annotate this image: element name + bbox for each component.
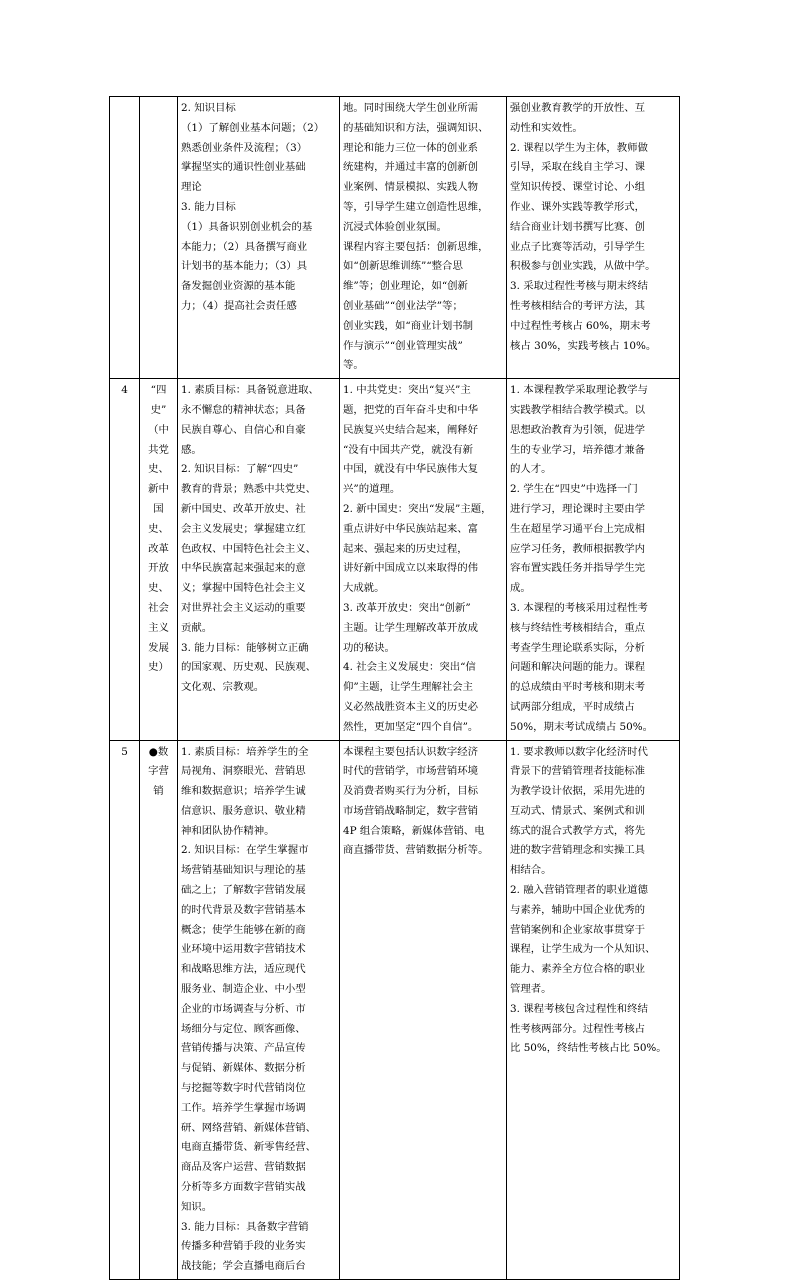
content-cell xyxy=(340,97,507,379)
text-line: 的基础知识和方法，强调知识、 xyxy=(343,121,489,134)
table-row xyxy=(110,379,680,740)
text-line: 概念；使学生能够在新的商 xyxy=(181,923,306,936)
text-line: 创业基础”“创业法学”等； xyxy=(343,299,463,312)
text-line: 1. 要求教师以数字化经济时代 xyxy=(510,745,648,758)
text-line: 能力、素养全方位合格的职业 xyxy=(510,963,646,976)
text-line: 讲好新中国成立以来取得的伟 xyxy=(343,562,479,575)
text-line: 知识。 xyxy=(181,1200,213,1213)
goals-cell xyxy=(178,740,340,1280)
text-line: 问题和解决问题的能力。课程 xyxy=(510,661,646,674)
text-line: 感。 xyxy=(181,443,202,456)
text-line: 局视角、洞察眼光、营销思 xyxy=(181,765,306,778)
text-line: 教育的背景；熟悉中共党史、 xyxy=(181,483,317,496)
text-line: 引导，采取在线自主学习、课 xyxy=(510,161,646,174)
text-line: 改革 xyxy=(148,542,169,555)
text-line: 等。 xyxy=(343,359,364,372)
text-line: 1. 素质目标：具备锐意进取、 xyxy=(181,384,319,397)
text-line: 比 50%，终结性考核占比 50%。 xyxy=(510,1042,667,1055)
text-line: 2. 知识目标：在学生掌握市 xyxy=(181,844,309,857)
text-line: 与促销、新媒体、数据分析 xyxy=(181,1062,306,1075)
text-line: 研、网络营销、新媒体营销、 xyxy=(181,1121,317,1134)
text-line: 核与终结性考核相结合，重点 xyxy=(510,621,646,634)
text-line: 3. 采取过程性考核与期末终结 xyxy=(510,280,648,293)
text-line: 场细分与定位、顾客画像、 xyxy=(181,1022,306,1035)
course-name-cell xyxy=(140,740,178,1280)
text-line: 创业实践，如“商业计划书制 xyxy=(343,319,473,332)
text-line: 时代的营销学，市场营销环境 xyxy=(343,765,479,778)
text-line: 作与演示”“创业管理实战” xyxy=(343,339,463,352)
text-line: 成。 xyxy=(510,582,531,595)
course-name-cell xyxy=(140,97,178,379)
text-line: 史、 xyxy=(148,522,169,535)
requirements-cell xyxy=(507,740,680,1280)
row-number-cell: 4 xyxy=(110,379,140,740)
text-line: 销 xyxy=(153,785,164,798)
text-line: 史、 xyxy=(148,582,169,595)
text-line: 业案例、情景模拟、实践人物 xyxy=(343,181,479,194)
text-line: 的人才。 xyxy=(510,463,552,476)
text-line: 力；（4）提高社会责任感 xyxy=(181,299,297,312)
text-line: 的时代背景及数字营销基本 xyxy=(181,903,306,916)
text-line: 共党 xyxy=(148,443,169,456)
text-line: 营销传播与决策、产品宣传 xyxy=(181,1042,306,1055)
text-line: 2. 学生在“四史”中选择一门 xyxy=(510,483,638,496)
text-line: “没有中国共产党，就没有新 xyxy=(343,443,473,456)
text-line: “四 xyxy=(150,384,167,397)
text-line: 国 xyxy=(153,502,164,515)
row-number-cell xyxy=(110,97,140,379)
text-line: 积极参与创业实践，从做中学。 xyxy=(510,260,656,273)
text-line: 结合商业计划书撰写比赛、创 xyxy=(510,220,646,233)
text-line: 思想政治教育为引领，促进学 xyxy=(510,423,646,436)
text-line: 中过程性考核占 60%，期末考 xyxy=(510,319,651,332)
text-line: 计划书的基本能力；（3）具 xyxy=(181,260,308,273)
text-line: 试两部分组成，平时成绩占 xyxy=(510,700,635,713)
text-line: 生的专业学习，培养德才兼备 xyxy=(510,443,646,456)
text-line: （中 xyxy=(148,423,169,436)
goals-cell xyxy=(178,97,340,379)
text-line: 主题。让学生理解改革开放成 xyxy=(343,621,479,634)
text-line: 传播多种营销手段的业务实 xyxy=(181,1240,306,1253)
table-row xyxy=(110,97,680,379)
text-line: 发展 xyxy=(148,641,169,654)
text-line: 永不懈怠的精神状态；具备 xyxy=(181,403,306,416)
text-line: 与素养，辅助中国企业优秀的 xyxy=(510,903,646,916)
text-line: 4. 社会主义发展史：突出“信 xyxy=(343,661,476,674)
text-line: 等，引导学生建立创造性思维， xyxy=(343,200,489,213)
text-line: 1. 素质目标：培养学生的全 xyxy=(181,745,309,758)
text-line: 与挖掘等数字时代营销岗位 xyxy=(181,1082,306,1095)
text-line: 社会 xyxy=(148,601,169,614)
text-line: 对世界社会主义运动的重要 xyxy=(181,601,306,614)
text-line: 义；掌握中国特色社会主义 xyxy=(181,582,306,595)
text-line: 2. 新中国史：突出“发展”主题， xyxy=(343,502,492,515)
text-line: 动性和实效性。 xyxy=(510,121,583,134)
text-line: 3. 课程考核包含过程性和终结 xyxy=(510,1002,648,1015)
text-line: 2. 融入营销管理者的职业道德 xyxy=(510,884,648,897)
text-line: 的总成绩由平时考核和期末考 xyxy=(510,681,646,694)
text-line: 沉浸式体验创业氛围。 xyxy=(343,220,447,233)
text-line: 统建构，并通过丰富的创新创 xyxy=(343,161,479,174)
text-line: 生在超星学习通平台上完成相 xyxy=(510,522,646,535)
text-line: 维”等；创业理论，如“创新 xyxy=(343,280,468,293)
text-line: 战技能；学会直播电商后台 xyxy=(181,1260,306,1273)
text-line: 2. 课程以学生为主体，教师做 xyxy=(510,141,648,154)
text-line: 核占 30%，实践考核占 10%。 xyxy=(510,339,657,352)
text-line: 堂知识传授、课堂讨论、小组 xyxy=(510,181,646,194)
text-line: 背景下的营销管理者技能标准 xyxy=(510,765,646,778)
text-line: 分析等多方面数字营销实战 xyxy=(181,1181,306,1194)
table-row xyxy=(110,740,680,1280)
text-line: 题，把党的百年奋斗史和中华 xyxy=(343,403,479,416)
text-line: 场营销基础知识与理论的基 xyxy=(181,864,306,877)
text-line: 业环境中运用数字营销技术 xyxy=(181,943,306,956)
text-line: 3. 能力目标：具备数字营销 xyxy=(181,1220,309,1233)
text-line: 本课程主要包括认识数字经济 xyxy=(343,745,479,758)
text-line: 然性，更加坚定“四个自信”。 xyxy=(343,720,479,733)
text-line: 文化观、宗教观。 xyxy=(181,681,265,694)
text-line: 3. 改革开放史：突出“创新” xyxy=(343,601,471,614)
text-line: 为教学设计依据，采用先进的 xyxy=(510,785,646,798)
text-line: 进的数字营销理念和实操工具 xyxy=(510,844,646,857)
text-line: 本能力；（2）具备撰写商业 xyxy=(181,240,308,253)
text-line: 信意识、服务意识、敬业精 xyxy=(181,804,306,817)
text-line: 大成就。 xyxy=(343,582,385,595)
text-line: 备发掘创业资源的基本能 xyxy=(181,280,296,293)
text-line: 史） xyxy=(148,661,169,674)
text-line: 考查学生理论联系实际，分析 xyxy=(510,641,646,654)
course-table xyxy=(109,96,680,1280)
text-line: 电商直播带货、新零售经营、 xyxy=(181,1141,317,1154)
text-line: 兴”的道理。 xyxy=(343,483,401,496)
text-line: 义必然战胜资本主义的历史必 xyxy=(343,700,479,713)
text-line: 掌握坚实的通识性创业基础 xyxy=(181,161,306,174)
text-line: 主义 xyxy=(148,621,169,634)
text-line: 业点子比赛等活动，引导学生 xyxy=(510,240,646,253)
text-line: 2. 知识目标 xyxy=(181,102,236,114)
text-line: 熟悉创业条件及流程；（3） xyxy=(181,141,308,154)
text-line: 起来、强起来的历史过程， xyxy=(343,542,468,555)
text-line: 商品及客户运营、营销数据 xyxy=(181,1161,306,1174)
course-name-cell xyxy=(140,379,178,740)
requirements-cell xyxy=(507,97,680,379)
text-line: 练式的混合式教学方式，将先 xyxy=(510,824,646,837)
text-line: 服务业、制造企业、中小型 xyxy=(181,983,306,996)
text-line: 神和团队协作精神。 xyxy=(181,824,275,837)
text-line: 应学习任务，教师根据教学内 xyxy=(510,542,646,555)
text-line: 中华民族富起来强起来的意 xyxy=(181,562,306,575)
text-line: 的国家观、历史观、民族观、 xyxy=(181,661,317,674)
text-line: 史、 xyxy=(148,463,169,476)
text-line: 础之上；了解数字营销发展 xyxy=(181,884,306,897)
text-line: 民族自尊心、自信心和自豪 xyxy=(181,423,306,436)
text-line: 重点讲好中华民族站起来、富 xyxy=(343,522,479,535)
text-line: 课程内容主要包括：创新思维， xyxy=(343,240,489,253)
text-line: 企业的市场调查与分析、市 xyxy=(181,1002,306,1015)
text-line: 会主义发展史；掌握建立红 xyxy=(181,522,306,535)
text-line: 民族复兴史结合起来，阐释好 xyxy=(343,423,479,436)
text-line: 维和数据意识；培养学生诚 xyxy=(181,785,306,798)
row-number-cell: 5 xyxy=(110,740,140,1280)
text-line: 仰”主题，让学生理解社会主 xyxy=(343,681,473,694)
requirements-cell xyxy=(507,379,680,740)
text-line: 地。同时围绕大学生创业所需 xyxy=(343,102,479,114)
text-line: 容布置实践任务并指导学生完 xyxy=(510,562,646,575)
text-line: 新中 xyxy=(148,483,169,496)
text-line: 管理者。 xyxy=(510,983,552,996)
text-line: 3. 能力目标：能够树立正确 xyxy=(181,641,309,654)
text-line: 字营 xyxy=(148,765,169,778)
text-line: 功的秘诀。 xyxy=(343,641,395,654)
text-line: 和战略思维方法，适应现代 xyxy=(181,963,306,976)
goals-cell xyxy=(178,379,340,740)
text-line: 3. 本课程的考核采用过程性考 xyxy=(510,601,648,614)
text-line: 强创业教育教学的开放性、互 xyxy=(510,102,646,114)
text-line: 市场营销战略制定，数字营销 xyxy=(343,804,479,817)
text-line: 中国，就没有中华民族伟大复 xyxy=(343,463,479,476)
text-line: 3. 能力目标 xyxy=(181,200,236,213)
text-line: 及消费者购买行为分析，目标 xyxy=(343,785,479,798)
text-line: 理论和能力三位一体的创业系 xyxy=(343,141,479,154)
text-line: 贡献。 xyxy=(181,621,213,634)
text-line: 实践教学相结合教学模式。以 xyxy=(510,403,646,416)
text-line: 如“创新思维训练”“整合思 xyxy=(343,260,463,273)
text-line: 色政权、中国特色社会主义、 xyxy=(181,542,317,555)
text-line: 相结合。 xyxy=(510,864,552,877)
text-line: 性考核两部分。过程性考核占 xyxy=(510,1022,646,1035)
text-line: 1. 本课程教学采取理论教学与 xyxy=(510,384,648,397)
text-line: 工作。培养学生掌握市场调 xyxy=(181,1101,306,1114)
text-line: 作业、课外实践等教学形式， xyxy=(510,200,646,213)
text-line: 新中国史、改革开放史、社 xyxy=(181,502,306,515)
text-line: 进行学习，理论课时主要由学 xyxy=(510,502,646,515)
text-line: 商直播带货、营销数据分析等。 xyxy=(343,844,489,857)
content-cell xyxy=(340,740,507,1280)
content-cell xyxy=(340,379,507,740)
text-line: 1. 中共党史：突出“复兴”主 xyxy=(343,384,471,397)
text-line: （1）具备识别创业机会的基 xyxy=(181,220,313,233)
text-line: 课程，让学生成为一个从知识、 xyxy=(510,943,656,956)
text-line: 2. 知识目标：了解“四史” xyxy=(181,463,299,476)
text-line: 4P 组合策略，新媒体营销、电 xyxy=(343,824,485,837)
text-line: 营销案例和企业家故事贯穿于 xyxy=(510,923,646,936)
text-line: 50%，期末考试成绩占 50%。 xyxy=(510,720,654,733)
text-line: 理论 xyxy=(181,181,202,194)
text-line: ●数 xyxy=(148,745,169,758)
text-line: 史” xyxy=(150,403,167,416)
text-line: （1）了解创业基本问题；（2） xyxy=(181,121,325,134)
text-line: 开放 xyxy=(148,562,169,575)
text-line: 性考核相结合的考评方法，其 xyxy=(510,299,646,312)
text-line: 互动式、情景式、案例式和训 xyxy=(510,804,646,817)
